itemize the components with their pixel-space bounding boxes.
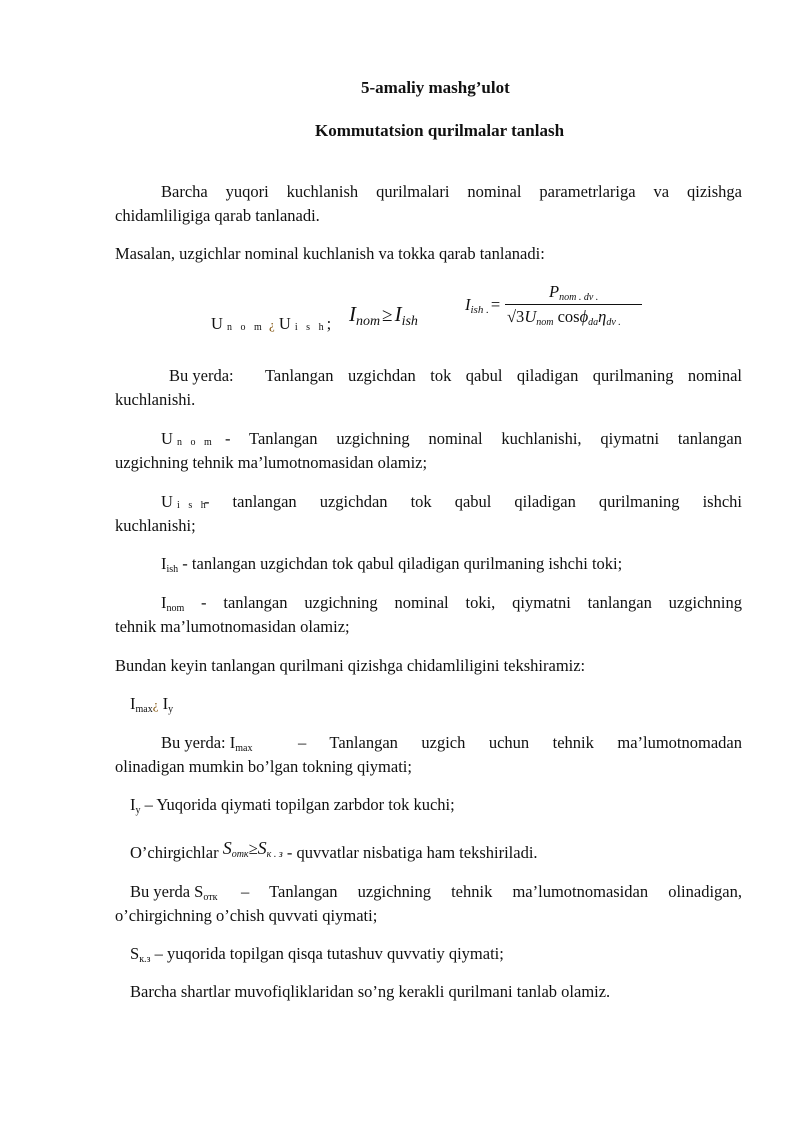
uish-sub: i s h bbox=[177, 500, 209, 511]
iy-letter: I bbox=[162, 694, 169, 713]
bu-yerda-1-label: Bu yerda: bbox=[169, 366, 234, 385]
formula-eta-sub: dv . bbox=[606, 317, 621, 328]
ochir-s1: S bbox=[222, 838, 232, 858]
inom-letter: I bbox=[161, 593, 167, 612]
imax-iy-condition bbox=[130, 694, 173, 717]
formula-i2-letter: I bbox=[394, 302, 402, 326]
formula-eta: η bbox=[598, 307, 607, 326]
bu-yerda-3-text: Bu yerda S bbox=[130, 882, 204, 901]
unom-letter: U bbox=[161, 429, 173, 448]
unom-label bbox=[161, 429, 215, 452]
iy-line bbox=[130, 795, 455, 818]
iish-text: - tanlangan uzgichdan tok qabul qiladigan qurilmaning ishchi toki; bbox=[182, 554, 623, 573]
skz-letter: S bbox=[130, 944, 140, 963]
intro-line-2: chidamliligiga qarab tanlanadi. bbox=[115, 206, 320, 225]
formula-geq: ≥ bbox=[382, 305, 393, 326]
page-title: 5-amaliy mashg’ulot bbox=[361, 78, 510, 97]
formula-fraction-bar bbox=[505, 304, 642, 305]
formula-eq: = bbox=[490, 295, 501, 314]
formula-i-condition bbox=[349, 300, 418, 332]
intro-line-1: Barcha yuqori kuchlanish qurilmalari nominal parametrlariga va qizishga bbox=[161, 182, 742, 201]
formula-current-fraction bbox=[465, 282, 645, 332]
formula-u-ish-sub: i s h bbox=[294, 322, 327, 333]
formula-den-u-sub: nom bbox=[536, 317, 554, 328]
iish-sub: ish bbox=[166, 564, 179, 575]
unom-sub: n o m bbox=[177, 437, 215, 448]
skz-line bbox=[130, 944, 504, 967]
ochir-geq: ≥ bbox=[248, 839, 258, 858]
iish-line bbox=[161, 554, 622, 577]
uish-text: - tanlangan uzgichdan tok qabul qiladigan qurilmaning ishchi bbox=[204, 492, 742, 511]
formula-i-letter: I bbox=[349, 302, 356, 326]
bu-yerda-2-label bbox=[161, 733, 252, 756]
formula-p-letter: P bbox=[549, 282, 560, 301]
example-sentence: Masalan, uzgichlar nominal kuchlanish va tokka qarab tanlanadi: bbox=[115, 244, 545, 263]
uish-label bbox=[161, 492, 209, 515]
iy-line-letter: I bbox=[130, 795, 136, 814]
iy-line-text: – Yuqorida qiymati topilgan zarbdor tok kuchi; bbox=[144, 795, 455, 814]
ochir-s2-sub: к . з bbox=[266, 849, 283, 860]
bu-yerda-3-end: o’chirgichning o’chish quvvati qiymati; bbox=[115, 906, 378, 925]
bu-yerda-2-text: Bu yerda: I bbox=[161, 733, 236, 752]
formula-cos: cos bbox=[557, 307, 580, 326]
inom-end: tehnik ma’lumotnomasidan olamiz; bbox=[115, 617, 350, 636]
skz-sub: к.з bbox=[139, 954, 151, 965]
unom-text: - Tanlangan uzgichning nominal kuchlanishi, qiymatni tanlangan bbox=[225, 429, 742, 448]
page-subtitle: Kommutatsion qurilmalar tanlash bbox=[315, 121, 565, 140]
formula-den-u: U bbox=[524, 307, 537, 326]
bu-yerda-2-end: olinadigan mumkin bo’lgan tokning qiymati; bbox=[115, 757, 412, 776]
imax-letter: I bbox=[130, 694, 136, 713]
ochir-s2: S bbox=[257, 838, 267, 858]
formula-semicolon: ; bbox=[326, 314, 332, 333]
bu-yerda-3-sub: отк bbox=[203, 892, 218, 903]
iish-letter: I bbox=[161, 554, 167, 573]
iy-sub: y bbox=[168, 704, 174, 715]
bu-yerda-1-text: Tanlangan uzgichdan tok qabul qiladigan qurilmaning nominal bbox=[265, 366, 742, 385]
skz-text: – yuqorida topilgan qisqa tutashuv quvvatiy qiymati; bbox=[154, 944, 504, 963]
final-sentence: Barcha shartlar muvofiqliklaridan so’ng kerakli qurilmani tanlab olamiz. bbox=[130, 982, 611, 1001]
bu-yerda-2-sub: max bbox=[235, 743, 253, 754]
bu-yerda-3-rest: – Tanlangan uzgichning tehnik ma’lumotnomasidan olinadigan, bbox=[241, 882, 742, 901]
formula-phi-sub: da bbox=[588, 317, 599, 328]
uish-letter: U bbox=[161, 492, 173, 511]
formula-i-ish-sub: ish bbox=[401, 314, 418, 329]
inom-sub: nom bbox=[166, 603, 185, 614]
ochir-line bbox=[130, 838, 538, 866]
bundan-sentence: Bundan keyin tanlangan qurilmani qizishga chidamliligini tekshiramiz: bbox=[115, 656, 586, 675]
ochir-s1-sub: отк bbox=[231, 849, 249, 860]
formula-u-letter: U bbox=[211, 314, 223, 333]
formula-sqrt: √3 bbox=[507, 307, 525, 326]
formula-p-sub: nom . dv . bbox=[559, 292, 599, 303]
inom-label bbox=[161, 593, 184, 616]
formula-lhs-sub: ish . bbox=[470, 304, 489, 316]
formula-phi: ϕ bbox=[579, 307, 589, 326]
unom-end: uzgichning tehnik ma’lumotnomasidan olamiz; bbox=[115, 453, 428, 472]
bu-yerda-2-rest: – Tanlangan uzgich uchun tehnik ma’lumotnomadan bbox=[298, 733, 742, 752]
imax-ineq: ¿ bbox=[152, 697, 159, 712]
formula-u-condition bbox=[211, 314, 331, 337]
formula-i-nom-sub: nom bbox=[356, 314, 381, 329]
ochir-rest: - quvvatlar nisbatiga ham tekshiriladi. bbox=[286, 843, 538, 862]
uish-end: kuchlanishi; bbox=[115, 516, 196, 535]
bu-yerda-3-label bbox=[130, 882, 217, 905]
iy-line-sub: y bbox=[135, 805, 141, 816]
ochir-text: O’chirgichlar bbox=[130, 843, 219, 862]
formula-lhs-letter: I bbox=[465, 295, 471, 314]
bu-yerda-1-end: kuchlanishi. bbox=[115, 390, 196, 409]
formula-u-nom-sub: n o m bbox=[227, 322, 265, 333]
inom-text: - tanlangan uzgichning nominal toki, qiymatni tanlangan uzgichning bbox=[201, 593, 742, 612]
formula-u2-letter: U bbox=[278, 314, 291, 333]
formula-u-ineq: ¿ bbox=[268, 317, 275, 332]
imax-sub: max bbox=[135, 704, 153, 715]
